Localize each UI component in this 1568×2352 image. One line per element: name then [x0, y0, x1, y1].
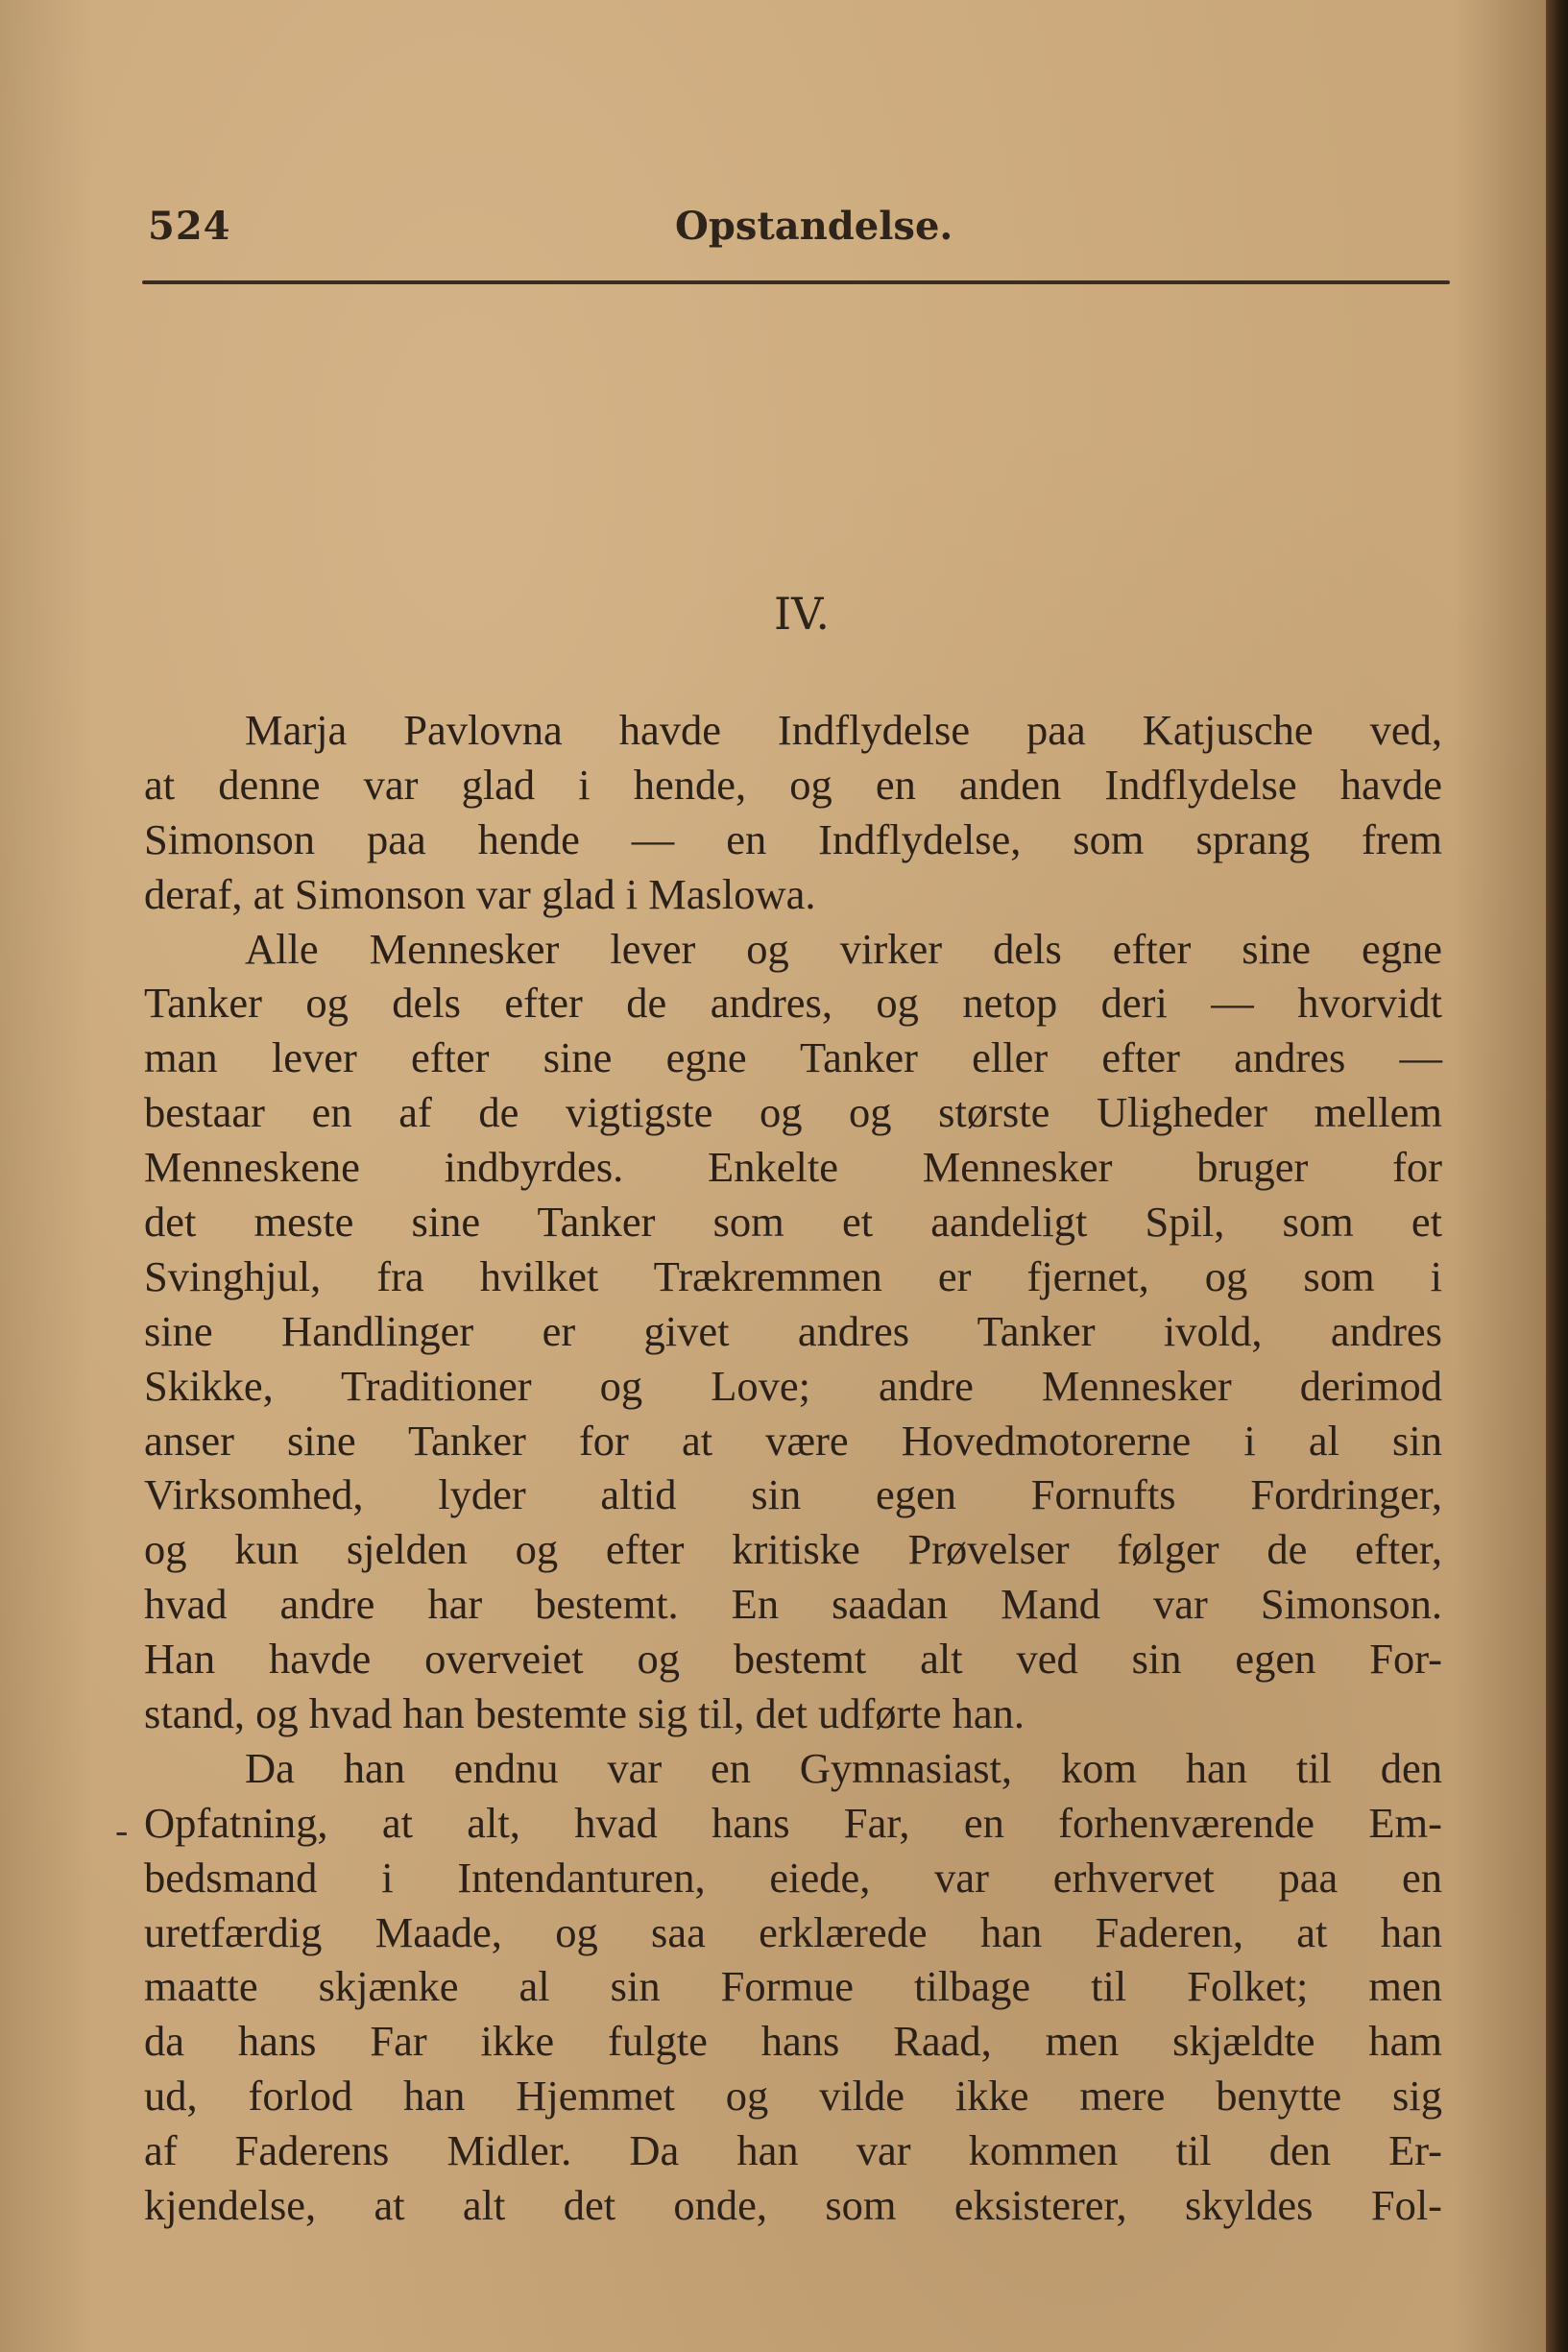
text-line: sine Handlinger er givet andres Tanker ivold, andres [144, 1306, 1442, 1355]
page-number: 524 [148, 204, 231, 249]
body-text [144, 703, 1442, 2233]
text-line: kjendelse, at alt det onde, som eksisterer, skyldes Fol- [144, 2181, 1442, 2230]
text-line: ud, forlod han Hjemmet og vilde ikke mere benytte sig [144, 2072, 1442, 2121]
text-line: Marja Pavlovna havde Indflydelse paa Katjusche ved, [245, 706, 1442, 754]
text-line: uretfærdig Maade, og saa erklærede han Faderen, at han [144, 1907, 1442, 1956]
text-line: Virksomhed, lyder altid sin egen Fornufts Fordringer, [144, 1470, 1442, 1519]
text-line: deraf, at Simonson var glad i Maslowa. [144, 869, 816, 918]
text-line: Svinghjul, fra hvilket Trækremmen er fjernet, og som i [144, 1251, 1442, 1300]
text-line: af Faderens Midler. Da han var kommen til den Er- [144, 2126, 1442, 2175]
book-edge [1546, 0, 1568, 2352]
text-line: maatte skjænke al sin Formue tilbage til Folket; men [144, 1962, 1442, 2011]
text-line: hvad andre har bestemt. En saadan Mand var Simonson. [144, 1580, 1442, 1629]
text-line: bedsmand i Intendanturen, eiede, var erhvervet paa en [144, 1853, 1442, 1902]
text-line: bestaar en af de vigtigste og og største Uligheder mellem [144, 1088, 1442, 1137]
text-line: Simonson paa hende — en Indflydelse, som sprang frem [144, 814, 1442, 863]
running-head [142, 204, 1450, 265]
text-line: det meste sine Tanker som et aandeligt Spil, som et [144, 1198, 1442, 1247]
text-line: anser sine Tanker for at være Hovedmotorerne i al sin [144, 1416, 1442, 1465]
text-line: stand, og hvad han bestemte sig til, det udførte han. [144, 1689, 1025, 1738]
text-line: og kun sjelden og efter kritiske Prøvelser følger de efter, [144, 1525, 1442, 1574]
text-line: da hans Far ikke fulgte hans Raad, men skjældte ham [144, 2017, 1442, 2066]
running-title: Opstandelse. [675, 204, 953, 249]
text-line: Opfatning, at alt, hvad hans Far, en forhenværende Em- [144, 1798, 1442, 1847]
text-line: at denne var glad i hende, og en anden Indflydelse havde [144, 760, 1442, 809]
margin-mark: - [115, 1808, 129, 1852]
text-line: Han havde overveiet og bestemt alt ved sin egen For- [144, 1635, 1442, 1684]
header-rule [142, 280, 1450, 284]
text-line: man lever efter sine egne Tanker eller efter andres — [144, 1033, 1442, 1082]
text-line: Alle Mennesker lever og virker dels efter sine egne [245, 924, 1442, 973]
text-line: Da han endnu var en Gymnasiast, kom han til den [245, 1743, 1442, 1792]
chapter-heading: IV. [774, 588, 830, 640]
text-line: Skikke, Traditioner og Love; andre Mennesker derimod [144, 1361, 1442, 1410]
text-line: Tanker og dels efter de andres, og netop deri — hvorvidt [144, 979, 1442, 1028]
text-line: Menneskene indbyrdes. Enkelte Mennesker bruger for [144, 1143, 1442, 1192]
